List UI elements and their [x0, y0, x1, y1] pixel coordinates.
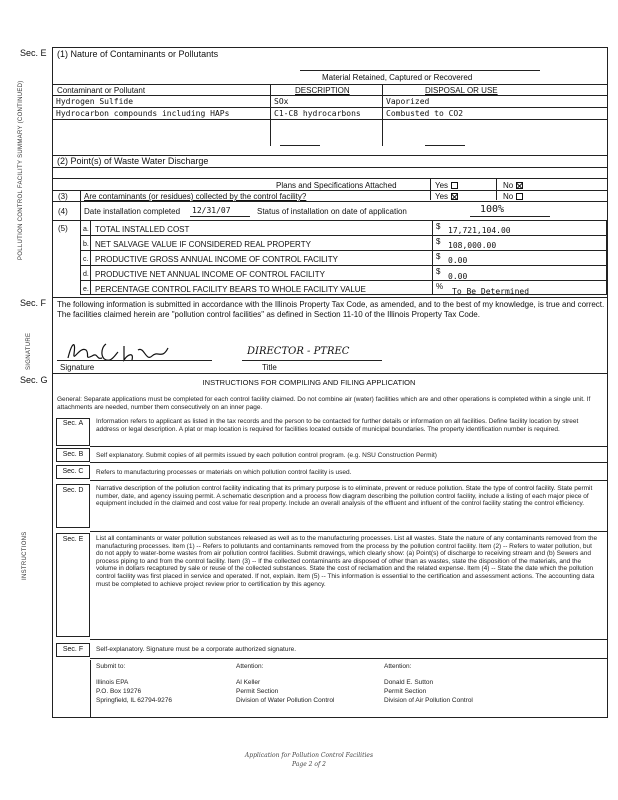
instr-sec-a-label: Sec. A — [56, 418, 90, 446]
q5-num: (5) — [58, 224, 68, 233]
q3-text: Are contaminants (or residues) collected by the control facility? — [84, 192, 307, 201]
submit-to-label: Submit to: — [96, 663, 126, 670]
cost-e-label: PERCENTAGE CONTROL FACILITY BEARS TO WHOLE FACILITY VALUE — [95, 285, 366, 294]
addr1-line2: P.O. Box 19276 — [96, 688, 142, 695]
row1-description: SOx — [274, 97, 289, 106]
row2-contaminant: Hydrocarbon compounds including HAPs — [56, 109, 230, 118]
cost-a-value: 17,721,104.00 — [448, 226, 511, 235]
sec-f-side-label: SIGNATURE — [26, 332, 32, 370]
instr-sec-c-text: Refers to manufacturing processes or materials on which pollution control facility is used. — [96, 469, 352, 476]
row1-disposal: Vaporized — [386, 97, 430, 106]
addr3-line2: Permit Section — [384, 688, 427, 695]
plans-label: Plans and Specifications Attached — [276, 181, 397, 190]
cost-d-letter: d. — [83, 271, 89, 278]
general-instructions: General: Separate applications must be completed for each control facility claimed. Do not combine air (water) facilities which are and other operations is completed within a single unit. If attachments are needed, number them consecutively on an inner page. — [57, 396, 591, 411]
signature-label: Signature — [60, 363, 95, 372]
q4-value: 100% — [480, 204, 505, 215]
col-description: DESCRIPTION — [295, 86, 350, 95]
cost-b-label: NET SALVAGE VALUE IF CONSIDERED REAL PROPERTY — [95, 240, 311, 249]
addr3-line3: Division of Air Pollution Control — [384, 697, 473, 704]
item2-title: (2) Point(s) of Waste Water Discharge — [57, 156, 209, 166]
q4-text-b: Status of installation on date of application — [257, 207, 407, 216]
sec-g-side-label: INSTRUCTIONS — [22, 531, 28, 580]
cost-d-label: PRODUCTIVE NET ANNUAL INCOME OF CONTROL FACILITY — [95, 270, 325, 279]
cost-b-dollar: $ — [436, 237, 441, 246]
instr-sec-c-label: Sec. C — [56, 465, 90, 479]
cost-b-letter: b. — [83, 241, 89, 248]
cost-c-label: PRODUCTIVE GROSS ANNUAL INCOME OF CONTROL FACILITY — [95, 255, 338, 264]
q4-num: (4) — [58, 207, 68, 216]
sec-g-label: Sec. G — [20, 375, 48, 385]
cost-e-value: To Be Determined — [452, 287, 530, 296]
title-label: Title — [262, 363, 277, 372]
instr-sec-a-text: Information refers to applicant as listed in the tax records and the person to be contacted for further details or information on all facilities. Define facility location by street address or legal description. A plat or map location is required for facilities located outside of municipal boundaries. The property identification number is required. — [96, 418, 579, 433]
addr3-line1: Donald E. Sutton — [384, 679, 434, 686]
q4-date: 12/31/07 — [192, 206, 231, 215]
q3-yes-checkbox[interactable] — [451, 193, 458, 200]
signature-scribble — [62, 336, 182, 366]
row2-disposal: Combusted to CO2 — [386, 109, 464, 118]
q4-text-a: Date installation completed — [84, 207, 181, 216]
cost-c-dollar: $ — [436, 252, 441, 261]
q3-yes[interactable] — [435, 192, 458, 201]
plans-yes-checkbox[interactable] — [451, 182, 458, 189]
instr-sec-b-text: Self explanatory. Submit copies of all permits issued by each pollution control program. (e.g. NSU Construction Permit) — [96, 452, 437, 459]
addr2-line3: Division of Water Pollution Control — [236, 697, 335, 704]
plans-yes[interactable] — [435, 181, 458, 190]
q3-no-label: No — [503, 192, 514, 201]
attention-1-label: Attention: — [236, 663, 264, 670]
item1-title: (1) Nature of Contaminants or Pollutants — [57, 49, 219, 59]
col-disposal: DISPOSAL OR USE — [425, 86, 498, 95]
addr1-line1: Illinois EPA — [96, 679, 129, 686]
cost-e-letter: e. — [83, 286, 89, 293]
footer-line2: Page 2 of 2 — [292, 761, 326, 768]
addr2-line2: Permit Section — [236, 688, 279, 695]
q3-no-checkbox[interactable] — [516, 193, 523, 200]
instr-sec-d-text: Narrative description of the pollution control facility indicating that its primary purpose is to eliminate, prevent or reduce pollution. State the type of control facility. State permit number, date, and agency issuing permit. A schematic description and a process flow diagram describing the pollution control facility, include a listing of each major piece of equipment included in the claimed and cost value for real property. Include an overall analysis of the effluent and influent of the control facility stating the control efficiency. — [96, 485, 593, 508]
cost-d-value: 0.00 — [448, 272, 468, 281]
col-contaminant: Contaminant or Pollutant — [57, 86, 146, 95]
q3-no[interactable] — [503, 192, 523, 201]
cost-e-percent: % — [436, 282, 444, 291]
instr-sec-e-label: Sec. E — [56, 533, 90, 637]
sec-f-label: Sec. F — [20, 298, 47, 308]
certification-statement: The following information is submitted in accordance with the Illinois Property Tax Code, as amended, and to the best of my knowledge, is true and correct. The facilities claimed herein are "pollution control facilities" as defined in Section 11-10 of the Illinois Property Tax Code. — [57, 300, 605, 319]
cost-b-value: 108,000.00 — [448, 241, 497, 250]
footer-line1: Application for Pollution Control Facilities — [244, 752, 374, 759]
row1-contaminant: Hydrogen Sulfide — [56, 97, 134, 106]
q3-num: (3) — [58, 192, 68, 201]
addr1-line3: Springfield, IL 62794-9276 — [96, 697, 173, 704]
instr-sec-f-text: Self-explanatory. Signature must be a corporate authorized signature. — [96, 646, 297, 653]
cost-c-letter: c. — [83, 256, 89, 263]
instr-sec-e-text: List all contaminants or water pollution substances released as well as to the manufacturing processes. List all wastes. State the nature of any contaminants removed from the manufacturing processes. Item (1) -- Refers to pollutants and contaminants removed from the process by the pollution control facility. Item (2) -- Refers to water pollution, but do not apply to water-borne wastes from air pollution control facilities. Submit drawings, which clearly show: (a) Point(s) of discharge to receiving stream and (b) Sewers and process piping to and from the control facility. Item (3) -- If the collected contaminants are disposed of other than as wastes, state the disposition of the materials, and the volume in dollars recaptured by sale or reuse of the collected substances. State the cost of reclamation and the related expense. Item (4) -- State the date which the pollution control facility was first placed in service and operated. If not, explain. Item (5) -- This information is essential to the certification and assessment actions. The accounting data must be completed to achieve project review prior to certification by this agency. — [96, 535, 598, 588]
plans-no-label: No — [503, 181, 514, 190]
cost-a-dollar: $ — [436, 222, 441, 231]
q3-yes-label: Yes — [435, 192, 449, 201]
attention-2-label: Attention: — [384, 663, 412, 670]
instr-sec-f-label: Sec. F — [56, 643, 90, 657]
plans-no-checkbox[interactable] — [516, 182, 523, 189]
cost-a-letter: a. — [83, 226, 89, 233]
title-value: DIRECTOR - PTREC — [247, 346, 350, 357]
cost-c-value: 0.00 — [448, 256, 468, 265]
material-header: Material Retained, Captured or Recovered — [322, 73, 473, 82]
plans-yes-label: Yes — [435, 181, 449, 190]
row2-description: C1-C8 hydrocarbons — [274, 109, 361, 118]
instructions-heading: INSTRUCTIONS FOR COMPILING AND FILING APPLICATION — [202, 378, 416, 387]
addr2-line1: Al Keller — [236, 679, 261, 686]
cost-a-label: TOTAL INSTALLED COST — [95, 225, 190, 234]
sec-e-label: Sec. E — [20, 48, 47, 58]
cost-d-dollar: $ — [436, 267, 441, 276]
sec-e-side-label: POLLUTION CONTROL FACILITY SUMMARY (CONTINUED) — [18, 80, 24, 260]
plans-no[interactable] — [503, 181, 523, 190]
instr-sec-d-label: Sec. D — [56, 484, 90, 528]
instr-sec-b-label: Sec. B — [56, 448, 90, 462]
